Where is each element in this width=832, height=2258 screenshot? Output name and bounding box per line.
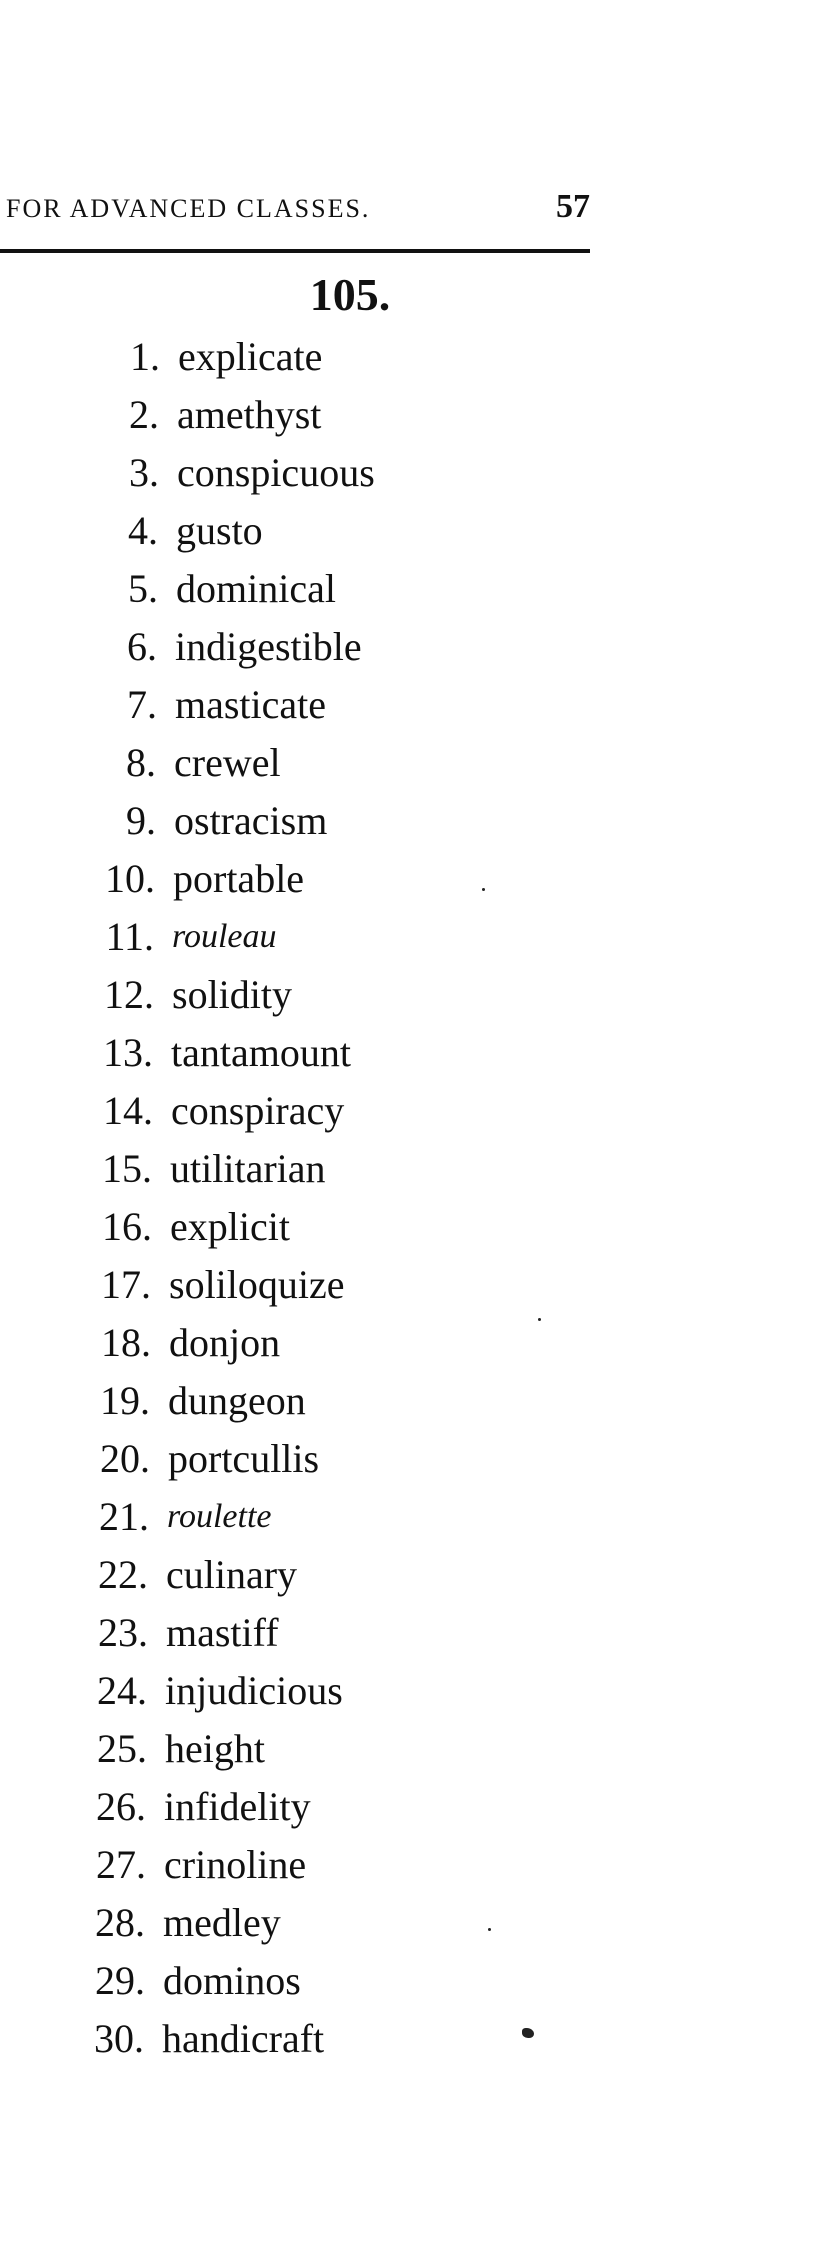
word-text: indigestible — [175, 624, 362, 669]
list-item — [0, 444, 600, 502]
word-text: injudicious — [165, 1668, 343, 1713]
word-number: 30. — [94, 2016, 144, 2061]
word-text: dominos — [163, 1958, 301, 2003]
word-number: 2. — [129, 392, 159, 437]
list-item — [0, 1082, 600, 1140]
word-text: utilitarian — [170, 1146, 326, 1191]
word-text: height — [165, 1726, 265, 1771]
word-text: mastiff — [166, 1610, 279, 1655]
word-text: rouleau — [172, 918, 277, 955]
running-head-title: FOR ADVANCED CLASSES. — [6, 194, 371, 223]
word-text: medley — [163, 1900, 281, 1945]
word-number: 9. — [126, 798, 156, 843]
word-text: donjon — [169, 1320, 281, 1365]
word-number: 7. — [127, 682, 157, 727]
running-head — [6, 188, 590, 228]
list-item — [0, 1836, 600, 1894]
ink-blot — [522, 2028, 534, 2038]
word-text: portcullis — [168, 1436, 320, 1481]
print-speck — [538, 1318, 541, 1321]
word-number: 17. — [101, 1262, 151, 1307]
word-number: 26. — [96, 1784, 146, 1829]
list-item — [0, 1894, 600, 1952]
list-item — [0, 1372, 600, 1430]
word-text: ostracism — [174, 798, 328, 843]
list-item — [0, 792, 600, 850]
word-number: 29. — [95, 1958, 145, 2003]
list-item — [0, 386, 600, 444]
word-number: 20. — [100, 1436, 150, 1481]
section-number: 105. — [309, 269, 391, 320]
word-number: 18. — [101, 1320, 151, 1365]
word-number: 25. — [97, 1726, 147, 1771]
list-item — [0, 1140, 600, 1198]
word-text: conspiracy — [171, 1088, 345, 1133]
word-number: 24. — [97, 1668, 147, 1713]
list-item — [0, 560, 600, 618]
header-rule — [0, 249, 590, 253]
list-item — [0, 734, 600, 792]
word-number: 3. — [129, 450, 159, 495]
spelling-word-list — [0, 328, 600, 2068]
list-item — [0, 1256, 600, 1314]
list-item — [0, 1430, 600, 1488]
list-item — [0, 1720, 600, 1778]
word-number: 28. — [95, 1900, 145, 1945]
word-text: explicate — [178, 334, 323, 379]
word-number: 19. — [100, 1378, 150, 1423]
word-number: 27. — [96, 1842, 146, 1887]
word-text: crinoline — [164, 1842, 307, 1887]
list-item — [0, 1024, 600, 1082]
word-number: 11. — [105, 914, 154, 959]
word-number: 10. — [105, 856, 155, 901]
list-item — [0, 618, 600, 676]
list-item — [0, 1952, 600, 2010]
list-item — [0, 908, 600, 966]
list-item — [0, 1488, 600, 1546]
word-number: 16. — [102, 1204, 152, 1249]
word-text: dungeon — [168, 1378, 306, 1423]
word-number: 14. — [103, 1088, 153, 1133]
list-item — [0, 966, 600, 1024]
print-speck — [482, 888, 485, 891]
word-text: handicraft — [162, 2016, 325, 2061]
list-item — [0, 1314, 600, 1372]
word-text: masticate — [175, 682, 327, 727]
word-number: 15. — [102, 1146, 152, 1191]
word-text: culinary — [166, 1552, 298, 1597]
word-number: 13. — [103, 1030, 153, 1075]
list-item — [0, 676, 600, 734]
word-text: tantamount — [171, 1030, 351, 1075]
word-number: 1. — [130, 334, 160, 379]
print-speck — [488, 1928, 491, 1931]
list-item — [0, 1778, 600, 1836]
word-text: roulette — [167, 1498, 272, 1535]
word-text: solidity — [172, 972, 293, 1017]
word-number: 21. — [99, 1494, 149, 1539]
word-number: 4. — [128, 508, 158, 553]
word-text: amethyst — [177, 392, 322, 437]
page-number: 57 — [556, 188, 590, 225]
word-number: 8. — [126, 740, 156, 785]
word-text: explicit — [170, 1204, 290, 1249]
word-text: portable — [173, 856, 305, 901]
list-item — [0, 1662, 600, 1720]
word-text: infidelity — [164, 1784, 311, 1829]
word-text: conspicuous — [177, 450, 375, 495]
list-item — [0, 328, 600, 386]
word-number: 23. — [98, 1610, 148, 1655]
list-item — [0, 850, 600, 908]
list-item — [0, 2010, 600, 2068]
word-number: 22. — [98, 1552, 148, 1597]
word-number: 12. — [104, 972, 154, 1017]
list-item — [0, 1546, 600, 1604]
word-text: crewel — [174, 740, 281, 785]
word-number: 6. — [127, 624, 157, 669]
word-number: 5. — [128, 566, 158, 611]
list-item — [0, 1604, 600, 1662]
list-item — [0, 502, 600, 560]
list-item — [0, 1198, 600, 1256]
word-text: soliloquize — [169, 1262, 345, 1307]
word-text: dominical — [176, 566, 336, 611]
word-text: gusto — [176, 508, 263, 553]
